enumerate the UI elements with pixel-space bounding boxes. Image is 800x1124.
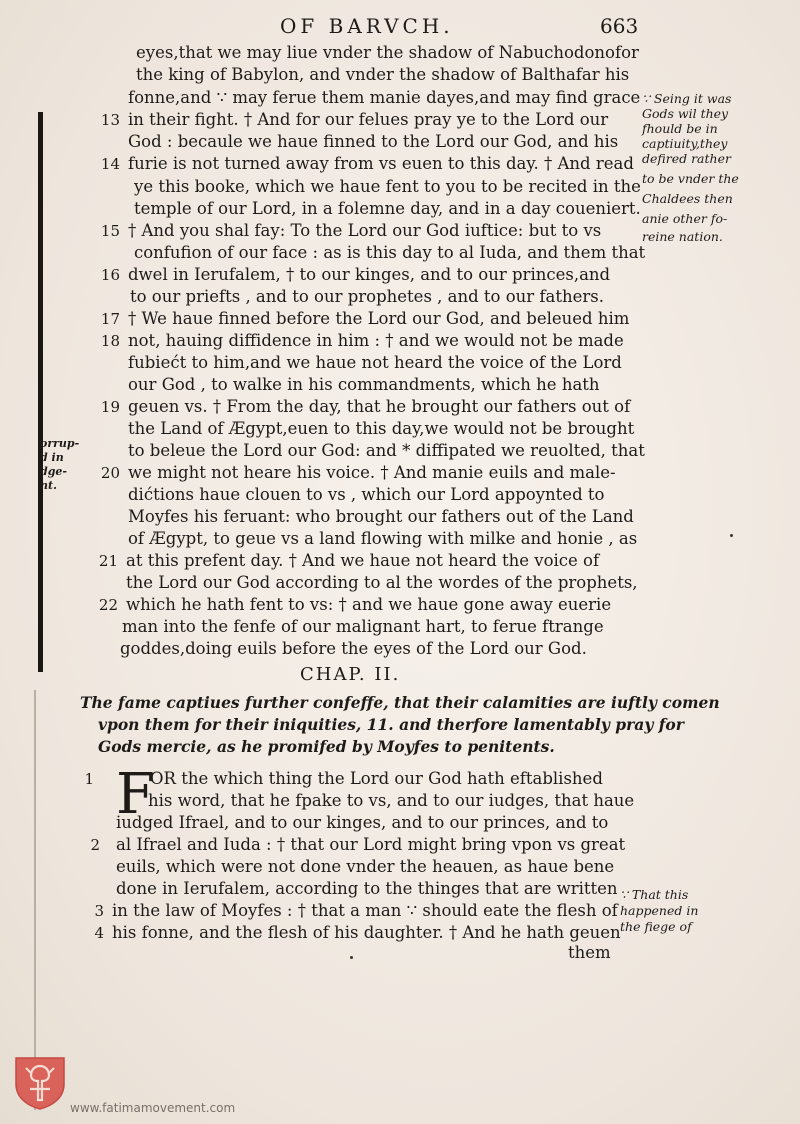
left-margin-note-line: nt. <box>40 479 57 492</box>
margin-note-line: happened in <box>620 903 699 918</box>
text-line: OR the which thing the Lord our God hath eftablished <box>150 769 603 788</box>
margin-rule <box>34 690 36 1110</box>
margin-note-line: Gods wil they <box>642 106 729 121</box>
text-line: God : becaule we haue finned to the Lord our God, and his <box>128 132 619 151</box>
text-line: fonne,and ∵ may ferue them manie dayes,and may find grace <box>128 88 641 107</box>
text-line: temple of our Lord, in a folemne day, and in a day coueniert. <box>134 199 641 218</box>
chapter-argument-line: vpon them for their iniquities, 11. and therfore lamentably pray for <box>98 715 684 734</box>
ink-speck <box>730 534 733 537</box>
verse-number: 21 <box>98 552 118 570</box>
margin-note-line: captiuity,they <box>642 136 728 151</box>
verse-number: 15 <box>100 222 120 240</box>
text-line: which he hath fent to vs: † and we haue gone away euerie <box>126 595 612 614</box>
text-line: fubiećt to him,and we haue not heard the voice of the Lord <box>128 353 622 372</box>
catchword: them <box>568 943 611 962</box>
verse-number: 18 <box>100 332 120 350</box>
text-line: goddes,doing euils before the eyes of the Lord our God. <box>120 639 587 658</box>
margin-note-line: reine nation. <box>642 229 723 244</box>
text-line: we might not heare his voice. † And manie euils and male- <box>128 463 616 482</box>
margin-note-line: Chaldees then <box>642 191 733 206</box>
left-margin-note-line: d in <box>40 451 64 464</box>
text-line: done in Ierufalem, according to the thinges that are written <box>116 879 618 898</box>
text-line: in their fight. † And for our felues pray ye to the Lord our <box>128 110 609 129</box>
text-line: his word, that he fpake to vs, and to our iudges, that haue <box>148 791 635 810</box>
text-line: our God , to walke in his commandments, which he hath <box>128 375 600 394</box>
text-line: to our priefts , and to our prophetes , and to our fathers. <box>130 287 604 306</box>
text-line: † We haue finned before the Lord our God, and beleued him <box>128 309 630 328</box>
verse-number: 1 <box>84 770 94 788</box>
text-line: geuen vs. † From the day, that he brought our fathers out of <box>128 397 631 416</box>
verse-number: 2 <box>90 836 100 854</box>
page-header <box>0 14 800 44</box>
text-line: confufion of our face : as is this day to al Iuda, and them that <box>134 243 646 262</box>
verse-number: 19 <box>100 398 120 416</box>
verse-number: 13 <box>100 111 120 129</box>
verse-number: 3 <box>94 902 104 920</box>
text-line: his fonne, and the flesh of his daughter. † And he hath geuen <box>112 923 621 942</box>
page-number: 663 <box>600 14 639 38</box>
text-line: the king of Babylon, and vnder the shadow of Balthafar his <box>136 65 630 84</box>
ink-speck <box>350 956 353 959</box>
text-line: in the law of Moyfes : † that a man ∵ should eate the flesh of <box>112 901 618 920</box>
margin-note-line: ∵ Seing it was <box>642 91 732 106</box>
margin-note-line: the fiege of <box>620 919 692 934</box>
margin-note-line: to be vnder the <box>642 171 739 186</box>
verse-number: 17 <box>100 310 120 328</box>
text-line: the Land of Ægypt,euen to this day,we would not be brought <box>128 419 635 438</box>
text-line: al Ifrael and Iuda : † that our Lord might bring vpon vs great <box>116 835 626 854</box>
text-line: to beleue the Lord our God: and * diffipated we reuolted, that <box>128 441 645 460</box>
text-line: † And you shal fay: To the Lord our God iuftice: but to vs <box>128 221 602 240</box>
chapter-heading: CHAP. II. <box>300 664 401 685</box>
margin-note-line: ∵ That this <box>620 887 689 902</box>
text-line: of Ægypt, to geue vs a land flowing with milke and honie , as <box>128 529 638 548</box>
verse-number: 4 <box>94 924 104 942</box>
margin-note-line: anie other fo- <box>642 211 728 226</box>
text-line: eyes,that we may liue vnder the shadow of Nabuchodonofor <box>136 43 639 62</box>
text-line: dićtions haue clouen to vs , which our Lord appoynted to <box>128 485 605 504</box>
text-line: at this prefent day. † And we haue not heard the voice of <box>126 551 600 570</box>
text-line: the Lord our God according to al the wordes of the prophets, <box>126 573 638 592</box>
verse-number: 20 <box>100 464 120 482</box>
text-line: not, hauing diffidence in him : † and we would not be made <box>128 331 624 350</box>
text-line: euils, which were not done vnder the heauen, as haue bene <box>116 857 615 876</box>
verse-number: 14 <box>100 155 120 173</box>
verse-number: 16 <box>100 266 120 284</box>
text-line: man into the fenfe of our malignant hart, to ferue ftrange <box>122 617 604 636</box>
margin-bar <box>38 112 43 672</box>
margin-note-line: defired rather <box>642 151 731 166</box>
margin-note-line: fhould be in <box>642 121 718 136</box>
left-margin-note-line: dge- <box>40 465 67 478</box>
text-line: Moyfes his feruant: who brought our fathers out of the Land <box>128 507 634 526</box>
text-line: furie is not turned away from vs euen to this day. † And read <box>128 154 634 173</box>
left-margin-note-line: orrup- <box>40 437 80 450</box>
drop-cap: F <box>116 762 155 827</box>
chapter-argument-line: The fame captiues further confeffe, that their calamities are iuftly comen <box>80 693 720 712</box>
website-url[interactable]: www.fatimamovement.com <box>70 1101 236 1115</box>
text-line: dwel in Ierufalem, † to our kinges, and to our princes,and <box>128 265 611 284</box>
running-title: OF BARVCH. <box>280 14 454 38</box>
fatima-movement-logo <box>12 1054 68 1110</box>
chapter-argument-line: Gods mercie, as he promifed by Moyfes to penitents. <box>98 737 555 756</box>
text-line: iudged Ifrael, and to our kinges, and to our princes, and to <box>116 813 609 832</box>
verse-number: 22 <box>98 596 118 614</box>
text-line: ye this booke, which we haue fent to you to be recited in the <box>134 177 641 196</box>
